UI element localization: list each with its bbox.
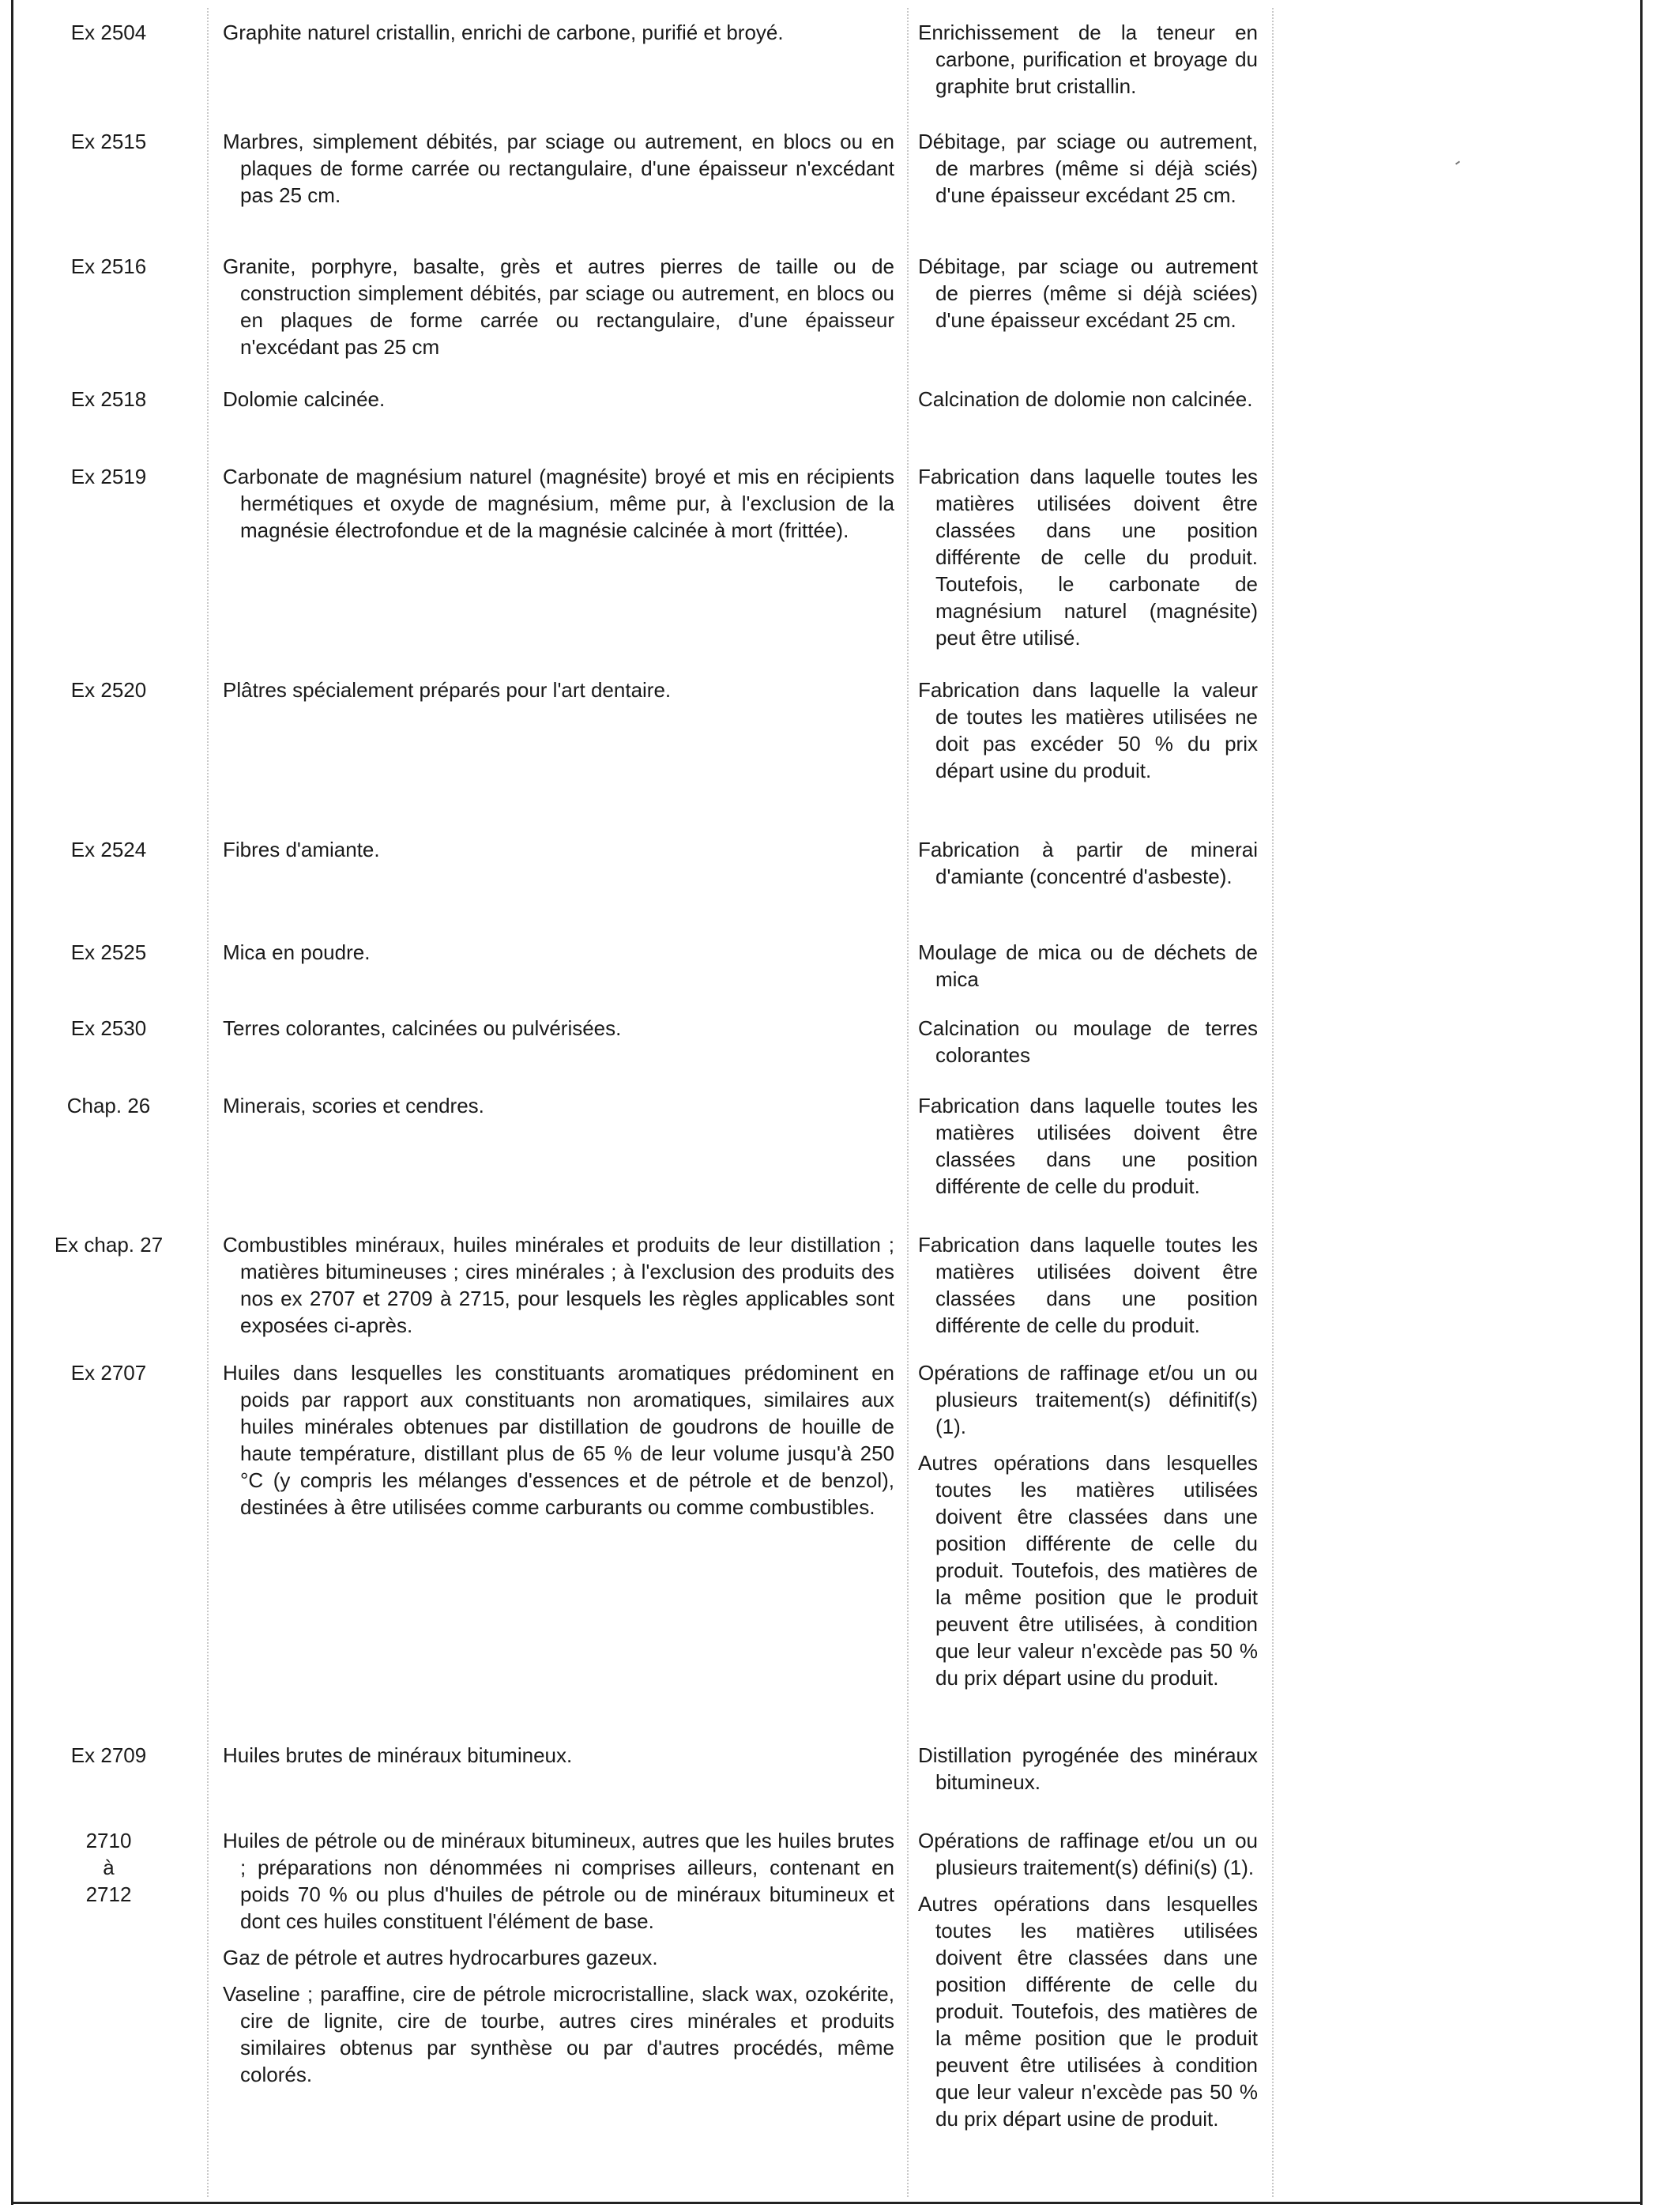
product-description bbox=[223, 19, 894, 55]
processing-rule bbox=[918, 1015, 1258, 1078]
description-paragraph: Minerais, scories et cendres. bbox=[223, 1094, 484, 1117]
rule-paragraph: Débitage, par sciage ou autrement, de marbres (même si déjà sciés) d'une épaisseur excédant 25 cm. bbox=[918, 130, 1258, 207]
description-paragraph: Gaz de pétrole et autres hydrocarbures gazeux. bbox=[223, 1946, 658, 1969]
processing-rule bbox=[918, 1092, 1258, 1209]
tariff-code: Ex 2709 bbox=[70, 1743, 147, 1767]
rule-paragraph: Fabrication dans laquelle la valeur de toutes les matières utilisées ne doit pas excéder 50 % du prix départ usine du produit. bbox=[918, 678, 1258, 782]
product-description bbox=[223, 253, 894, 370]
column-divider-2 bbox=[907, 8, 909, 2197]
processing-rule bbox=[918, 1742, 1258, 1805]
processing-rule bbox=[918, 1359, 1258, 1701]
rule-paragraph: Distillation pyrogénée des minéraux bitumineux. bbox=[918, 1743, 1258, 1794]
rule-paragraph: Autres opérations dans lesquelles toutes les matières utilisées doivent être classées dans une position différente de celle du produit. Toutefois, des matières de la même position que le produit peuvent être utilisées à condition que leur valeur n'excède pas 50 % du prix départ usine de produit. bbox=[918, 1892, 1258, 2131]
rule-paragraph: Calcination de dolomie non calcinée. bbox=[918, 387, 1253, 411]
tariff-code: Ex 2707 bbox=[70, 1361, 147, 1385]
product-description bbox=[223, 1742, 894, 1778]
tariff-code: Ex 2518 bbox=[70, 387, 147, 411]
description-paragraph: Huiles dans lesquelles les constituants aromatiques prédominent en poids par rapport aux constituants non aromatiques, similaires aux huiles minérales obtenues par distillation de goudrons de houille de haute température, distillant plus de 65 % de leur volume jusqu'à 250 °C (y compris les mélanges d'essences et de pétrole et de benzol), destinées à être utilisées comme carburants ou comme combustibles. bbox=[223, 1361, 894, 1519]
rule-paragraph: Fabrication dans laquelle toutes les matières utilisées doivent être classées dans une position différente de celle du produit. Toutefois, le carbonate de magnésium naturel (magnésite) peut être utilisé. bbox=[918, 465, 1258, 650]
rule-paragraph: Enrichissement de la teneur en carbone, purification et broyage du graphite brut cristallin. bbox=[918, 21, 1258, 98]
description-paragraph: Fibres d'amiante. bbox=[223, 838, 380, 861]
processing-rule bbox=[918, 939, 1258, 1002]
product-description bbox=[223, 1827, 894, 2097]
scan-mark bbox=[1455, 160, 1460, 164]
rule-paragraph: Moulage de mica ou de déchets de mica bbox=[918, 940, 1258, 991]
tariff-code: Ex 2504 bbox=[70, 21, 147, 44]
tariff-code: Ex 2520 bbox=[70, 678, 147, 702]
description-paragraph: Terres colorantes, calcinées ou pulvérisées. bbox=[223, 1016, 622, 1040]
rule-paragraph: Calcination ou moulage de terres colorantes bbox=[918, 1016, 1258, 1067]
processing-rule bbox=[918, 836, 1258, 899]
product-description bbox=[223, 939, 894, 975]
processing-rule bbox=[918, 1827, 1258, 2142]
product-description bbox=[223, 676, 894, 713]
tariff-code: 2710 à 2712 bbox=[85, 1829, 132, 1906]
processing-rule bbox=[918, 128, 1258, 218]
processing-rule bbox=[918, 676, 1258, 793]
tariff-code: Ex 2530 bbox=[70, 1016, 147, 1040]
bottom-border bbox=[11, 2202, 1643, 2204]
column-divider-3 bbox=[1272, 8, 1274, 2197]
column-divider-1 bbox=[207, 8, 209, 2197]
tariff-code: Ex 2525 bbox=[70, 940, 147, 964]
processing-rule bbox=[918, 463, 1258, 661]
processing-rule bbox=[918, 253, 1258, 343]
rule-paragraph: Opérations de raffinage et/ou un ou plusieurs traitement(s) défini(s) (1). bbox=[918, 1829, 1258, 1879]
processing-rule bbox=[918, 19, 1258, 109]
product-description bbox=[223, 1092, 894, 1129]
product-description bbox=[223, 836, 894, 872]
description-paragraph: Mica en poudre. bbox=[223, 940, 371, 964]
tariff-code: Ex 2519 bbox=[70, 465, 147, 488]
rule-paragraph: Fabrication dans laquelle toutes les matières utilisées doivent être classées dans une position différente de celle du produit. bbox=[918, 1094, 1258, 1198]
left-border bbox=[11, 0, 13, 2205]
product-description bbox=[223, 386, 894, 422]
product-description bbox=[223, 463, 894, 553]
description-paragraph: Marbres, simplement débités, par sciage ou autrement, en blocs ou en plaques de forme carrée ou rectangulaire, d'une épaisseur n'excédant pas 25 cm. bbox=[223, 130, 894, 207]
tariff-code: Chap. 26 bbox=[66, 1094, 151, 1117]
rule-paragraph: Fabrication à partir de minerai d'amiante (concentré d'asbeste). bbox=[918, 838, 1258, 888]
description-paragraph: Plâtres spécialement préparés pour l'art dentaire. bbox=[223, 678, 672, 702]
processing-rule bbox=[918, 1231, 1258, 1348]
rule-paragraph: Fabrication dans laquelle toutes les matières utilisées doivent être classées dans une position différente de celle du produit. bbox=[918, 1233, 1258, 1337]
processing-rule bbox=[918, 386, 1258, 422]
tariff-code: Ex 2524 bbox=[70, 838, 147, 861]
description-paragraph: Graphite naturel cristallin, enrichi de carbone, purifié et broyé. bbox=[223, 21, 784, 44]
description-paragraph: Vaseline ; paraffine, cire de pétrole microcristalline, slack wax, ozokérite, cire de lignite, cire de tourbe, autres cires minérales et produits similaires obtenus par synthèse ou par d'autres procédés, même colorés. bbox=[223, 1982, 894, 2086]
product-description bbox=[223, 1231, 894, 1348]
rule-paragraph: Opérations de raffinage et/ou un ou plusieurs traitement(s) définitif(s) (1). bbox=[918, 1361, 1258, 1438]
product-description bbox=[223, 1359, 894, 1530]
right-border bbox=[1640, 0, 1643, 2205]
description-paragraph: Combustibles minéraux, huiles minérales et produits de leur distillation ; matières bitumineuses ; cires minérales ; à l'exclusion des produits des nos ex 2707 et 2709 à 2715, pour lesquels les règles applicables sont exposées ci-après. bbox=[223, 1233, 894, 1337]
tariff-code: Ex chap. 27 bbox=[54, 1233, 164, 1257]
product-description bbox=[223, 1015, 894, 1051]
rule-paragraph: Autres opérations dans lesquelles toutes les matières utilisées doivent être classées dans une position différente de celle du produit. Toutefois, des matières de la même position que le produit peuvent être utilisées, à condition que leur valeur n'excède pas 50 % du prix départ usine du produit. bbox=[918, 1451, 1258, 1690]
description-paragraph: Dolomie calcinée. bbox=[223, 387, 386, 411]
tariff-code: Ex 2516 bbox=[70, 254, 147, 278]
rule-paragraph: Débitage, par sciage ou autrement de pierres (même si déjà sciées) d'une épaisseur excédant 25 cm. bbox=[918, 254, 1258, 332]
description-paragraph: Granite, porphyre, basalte, grès et autres pierres de taille ou de construction simplement débités, par sciage ou autrement, en blocs ou en plaques de forme carrée ou rectangulaire, d'une épaisseur n'excédant pas 25 cm bbox=[223, 254, 894, 359]
description-paragraph: Huiles brutes de minéraux bitumineux. bbox=[223, 1743, 573, 1767]
description-paragraph: Huiles de pétrole ou de minéraux bitumineux, autres que les huiles brutes ; préparations non dénommées ni comprises ailleurs, contenant en poids 70 % ou plus d'huiles de pétrole ou de minéraux bitumineux et dont ces huiles constituent l'élément de base. bbox=[223, 1829, 894, 1933]
tariff-code: Ex 2515 bbox=[70, 130, 147, 153]
product-description bbox=[223, 128, 894, 218]
description-paragraph: Carbonate de magnésium naturel (magnésite) broyé et mis en récipients hermétiques et oxyde de magnésium, même pur, à l'exclusion de la magnésie électrofondue et de la magnésie calcinée à mort (frittée). bbox=[223, 465, 894, 542]
